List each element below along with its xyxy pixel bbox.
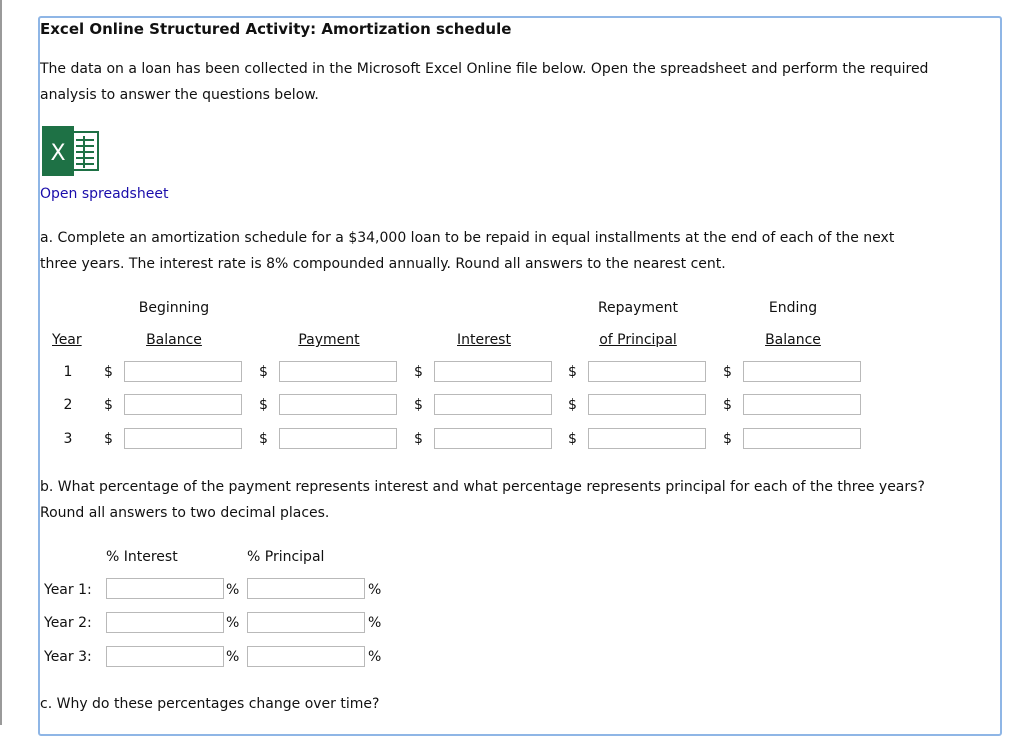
year-3-beginning-balance-input[interactable] — [124, 428, 242, 449]
header-ending-balance: Balance — [765, 332, 821, 348]
currency-sign: $ — [723, 431, 732, 447]
year-1-percent-interest-input[interactable] — [106, 578, 224, 599]
percent-sign: % — [368, 582, 382, 598]
year-2-percent-principal-input[interactable] — [247, 612, 365, 633]
part-c-question: c. Why do these percentages change over time? — [40, 696, 380, 712]
open-spreadsheet-link[interactable]: Open spreadsheet — [40, 186, 169, 202]
year-2-ending-balance-input[interactable] — [743, 394, 861, 415]
header-payment: Payment — [298, 332, 360, 348]
part-b-line-2: Round all answers to two decimal places. — [40, 505, 330, 521]
year-1-payment-input[interactable] — [279, 361, 397, 382]
year-3-interest-input[interactable] — [434, 428, 552, 449]
intro-line-1: The data on a loan has been collected in the Microsoft Excel Online file below. Open the spreadsheet and perform the required — [40, 61, 929, 77]
year-1-interest-input[interactable] — [434, 361, 552, 382]
year-1-label: 1 — [63, 364, 73, 380]
percent-sign: % — [226, 582, 240, 598]
year-1-beginning-balance-input[interactable] — [124, 361, 242, 382]
excel-icon[interactable] — [40, 126, 100, 176]
percent-sign: % — [226, 615, 240, 631]
currency-sign: $ — [104, 397, 113, 413]
year-3-ending-balance-input[interactable] — [743, 428, 861, 449]
year-2-payment-input[interactable] — [279, 394, 397, 415]
part-b-line-1: b. What percentage of the payment represents interest and what percentage represents principal for each of the three years? — [40, 479, 925, 495]
percent-row-1-label: Year 1: — [44, 582, 92, 598]
header-percent-principal: % Principal — [247, 549, 325, 565]
currency-sign: $ — [723, 364, 732, 380]
header-principal: of Principal — [599, 332, 677, 348]
year-2-label: 2 — [63, 397, 73, 413]
year-1-ending-balance-input[interactable] — [743, 361, 861, 382]
header-balance: Balance — [146, 332, 202, 348]
percent-sign: % — [368, 649, 382, 665]
currency-sign: $ — [568, 397, 577, 413]
year-3-payment-input[interactable] — [279, 428, 397, 449]
currency-sign: $ — [414, 364, 423, 380]
currency-sign: $ — [104, 431, 113, 447]
header-interest: Interest — [457, 332, 511, 348]
intro-line-2: analysis to answer the questions below. — [40, 87, 319, 103]
currency-sign: $ — [104, 364, 113, 380]
left-border — [0, 0, 2, 725]
percent-sign: % — [226, 649, 240, 665]
year-3-percent-interest-input[interactable] — [106, 646, 224, 667]
excel-icon-letter: X — [50, 141, 66, 166]
part-a-line-1: a. Complete an amortization schedule for a $34,000 loan to be repaid in equal installments at the end of each of the next — [40, 230, 895, 246]
currency-sign: $ — [259, 431, 268, 447]
currency-sign: $ — [259, 397, 268, 413]
header-year: Year — [52, 332, 82, 348]
currency-sign: $ — [568, 364, 577, 380]
year-1-percent-principal-input[interactable] — [247, 578, 365, 599]
percent-row-3-label: Year 3: — [44, 649, 92, 665]
currency-sign: $ — [568, 431, 577, 447]
year-3-label: 3 — [63, 431, 73, 447]
currency-sign: $ — [414, 431, 423, 447]
activity-title: Excel Online Structured Activity: Amortization schedule — [40, 20, 512, 38]
currency-sign: $ — [259, 364, 268, 380]
header-percent-interest: % Interest — [106, 549, 178, 565]
header-beginning: Beginning — [138, 300, 210, 316]
year-2-beginning-balance-input[interactable] — [124, 394, 242, 415]
year-2-interest-input[interactable] — [434, 394, 552, 415]
year-2-percent-interest-input[interactable] — [106, 612, 224, 633]
currency-sign: $ — [723, 397, 732, 413]
part-a-line-2: three years. The interest rate is 8% compounded annually. Round all answers to the nearest cent. — [40, 256, 726, 272]
percent-row-2-label: Year 2: — [44, 615, 92, 631]
year-1-principal-input[interactable] — [588, 361, 706, 382]
year-3-percent-principal-input[interactable] — [247, 646, 365, 667]
header-ending: Ending — [768, 300, 818, 316]
currency-sign: $ — [414, 397, 423, 413]
percent-sign: % — [368, 615, 382, 631]
year-2-principal-input[interactable] — [588, 394, 706, 415]
header-repayment: Repayment — [597, 300, 679, 316]
year-3-principal-input[interactable] — [588, 428, 706, 449]
